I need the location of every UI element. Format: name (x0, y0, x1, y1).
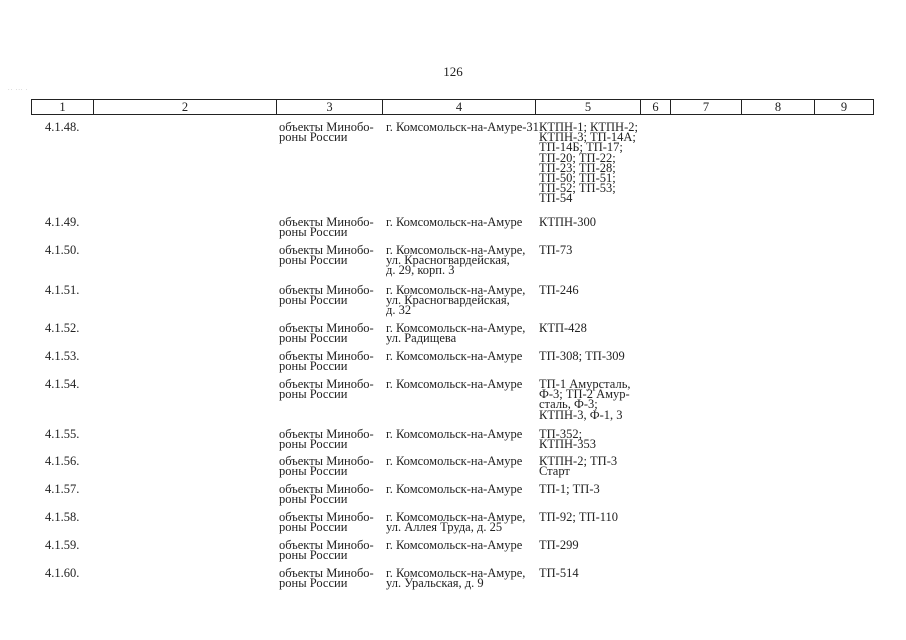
address-cell: г. Комсомольск-на-Амуре (386, 538, 523, 552)
object-cell: объекты Минобо- роны России (279, 510, 374, 535)
substations-cell: ТП-1; ТП-3 (539, 482, 600, 496)
column-header: 9 (814, 100, 873, 114)
row-number: 4.1.60. (45, 566, 80, 580)
table-row (31, 456, 874, 484)
address-cell: г. Комсомольск-на-Амуре, ул. Радищева (386, 321, 526, 346)
table-row (31, 568, 874, 596)
table-row (31, 429, 874, 456)
row-number: 4.1.52. (45, 321, 80, 335)
table-row (31, 484, 874, 512)
row-number: 4.1.59. (45, 538, 80, 552)
substations-cell: ТП-246 (539, 283, 579, 297)
substations-cell: ТП-73 (539, 243, 573, 257)
table-row (31, 245, 874, 285)
address-cell: г. Комсомольск-на-Амуре (386, 454, 523, 468)
substations-cell: ТП-514 (539, 566, 579, 580)
column-header: 1 (59, 100, 66, 114)
column-header: 4 (382, 100, 535, 114)
row-number: 4.1.53. (45, 349, 80, 363)
row-number: 4.1.58. (45, 510, 80, 524)
table-body (31, 122, 874, 596)
row-number: 4.1.55. (45, 427, 80, 441)
row-number: 4.1.51. (45, 283, 80, 297)
object-cell: объекты Минобо- роны России (279, 482, 374, 507)
scan-mark: ·· ··· · (8, 88, 29, 93)
table-row (31, 323, 874, 351)
row-number: 4.1.56. (45, 454, 80, 468)
column-header: 5 (535, 100, 640, 114)
address-cell: г. Комсомольск-на-Амуре, ул. Уральская, д. 9 (386, 566, 526, 591)
row-number: 4.1.49. (45, 215, 80, 229)
address-cell: г. Комсомольск-на-Амуре (386, 482, 523, 496)
substations-cell: КТПН-1; КТПН-2; КТПН-3; ТП-14А; ТП-14Б; ТП-17; ТП-20; ТП-22; ТП-23; ТП-28; ТП-50; ТП-51; ТП-52; ТП-53; ТП-54 (539, 120, 638, 206)
row-number: 4.1.48. (45, 120, 80, 134)
object-cell: объекты Минобо- роны России (279, 538, 374, 563)
object-cell: объекты Минобо- роны России (279, 454, 374, 479)
address-cell: г. Комсомольск-на-Амуре, ул. Красногвардейская, д. 29, корп. 3 (386, 243, 526, 278)
object-cell: объекты Минобо- роны России (279, 427, 374, 452)
object-cell: объекты Минобо- роны России (279, 243, 374, 268)
table-row (31, 217, 874, 245)
object-cell: объекты Минобо- роны России (279, 566, 374, 591)
column-header: 2 (93, 100, 276, 114)
column-header: 6 (640, 100, 670, 114)
object-cell: объекты Минобо- роны России (279, 283, 374, 308)
table-header-row (31, 99, 874, 115)
page-number: 126 (443, 64, 463, 79)
column-header: 3 (276, 100, 382, 114)
table-row (31, 540, 874, 568)
table-row (31, 285, 874, 323)
object-cell: объекты Минобо- роны России (279, 321, 374, 346)
row-number: 4.1.50. (45, 243, 80, 257)
substations-cell: КТПН-300 (539, 215, 596, 229)
table-row (31, 351, 874, 379)
address-cell: г. Комсомольск-на-Амуре-31 (386, 120, 539, 134)
object-cell: объекты Минобо- роны России (279, 349, 374, 374)
substations-cell: ТП-92; ТП-110 (539, 510, 619, 524)
column-header: 7 (670, 100, 741, 114)
object-cell: объекты Минобо- роны России (279, 120, 374, 145)
substations-cell: ТП-352; КТПН-353 (539, 427, 596, 452)
address-cell: г. Комсомольск-на-Амуре (386, 427, 523, 441)
row-number: 4.1.57. (45, 482, 80, 496)
substations-cell: ТП-299 (539, 538, 579, 552)
address-cell: г. Комсомольск-на-Амуре (386, 215, 523, 229)
substations-cell: КТП-428 (539, 321, 587, 335)
address-cell: г. Комсомольск-на-Амуре, ул. Красногвардейская, д. 32 (386, 283, 526, 318)
table-row (31, 122, 874, 217)
object-cell: объекты Минобо- роны России (279, 215, 374, 240)
address-cell: г. Комсомольск-на-Амуре (386, 349, 523, 363)
substations-cell: КТПН-2; ТП-3 Старт (539, 454, 618, 479)
substations-cell: ТП-308; ТП-309 (539, 349, 625, 363)
address-cell: г. Комсомольск-на-Амуре, ул. Аллея Труда, д. 25 (386, 510, 526, 535)
table-row (31, 512, 874, 540)
address-cell: г. Комсомольск-на-Амуре (386, 377, 523, 391)
object-cell: объекты Минобо- роны России (279, 377, 374, 402)
row-number: 4.1.54. (45, 377, 80, 391)
table-row (31, 379, 874, 429)
column-header: 8 (741, 100, 814, 114)
substations-cell: ТП-1 Амурсталь, Ф-3; ТП-2 Амур- сталь, Ф-3; КТПН-3, Ф-1, 3 (539, 377, 631, 422)
